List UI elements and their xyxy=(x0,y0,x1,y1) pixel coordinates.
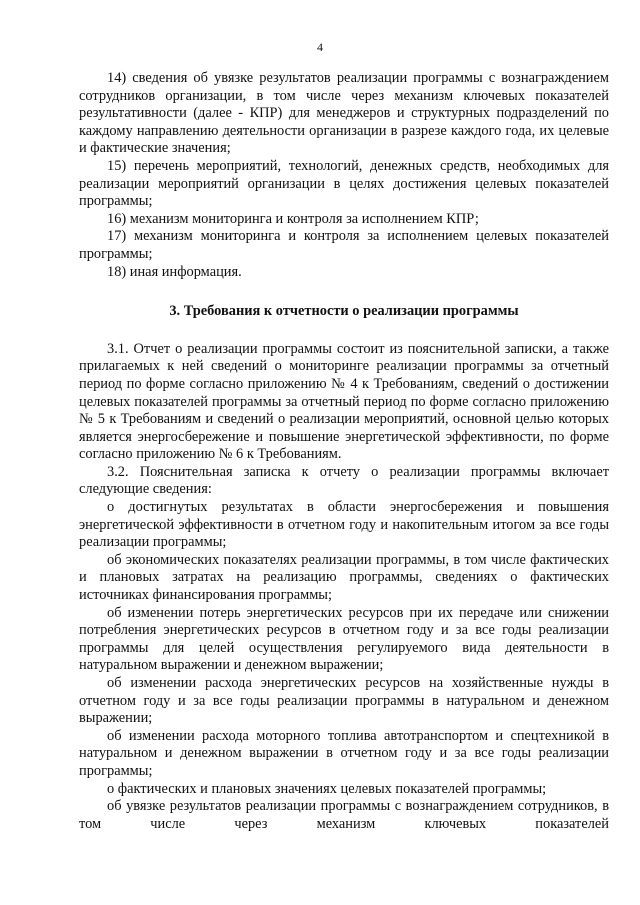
list-item-18: 18) иная информация. xyxy=(107,263,242,280)
clause-remuneration-link: об увязке результатов реализации программы с вознаграждением сотрудников, в том числе через механизм ключевых показателей xyxy=(79,798,609,832)
list-item-16: 16) механизм мониторинга и контроля за исполнением КПР; xyxy=(107,210,479,227)
clause-energy-losses: об изменении потерь энергетических ресурсов при их передаче или снижении потребления энергетических ресурсов в отчетном году и за все годы реализации программы для целей осуществления регулируемого вида деятельности в натуральном выражении и денежном выражении; xyxy=(79,604,609,674)
list-item-14: 14) сведения об увязке результатов реализации программы с вознаграждением сотрудников организации, в том числе через механизм ключевых показателей результативности (далее - КПР) для менеджеров и структурных подразделений по каждому направлению деятельности организации в разрезе каждого года, их целевые и фактические значения; xyxy=(79,70,609,157)
paragraph-3-2: 3.2. Пояснительная записка к отчету о реализации программы включает следующие сведения: xyxy=(79,463,609,498)
clause-achieved-results: о достигнутых результатах в области энергосбережения и повышения энергетической эффективности в отчетном году и накопительным итогом за все годы реализации программы; xyxy=(79,499,609,551)
document-body xyxy=(79,70,609,833)
paragraph-3-1: 3.1. Отчет о реализации программы состоит из пояснительной записки, а также прилагаемых к ней сведений о мониторинге реализации программы за отчетный период по форме согласно приложению № 4 к Требованиям, сведений о достижении целевых показателей программы за отчетный период по форме согласно приложению № 5 к Требованиям и сведений о реализации мероприятий, основной целью которых является энергосбережение и повышение энергетической эффективности, по форме согласно приложению № 6 к Требованиям. xyxy=(79,340,609,463)
section-heading: 3. Требования к отчетности о реализации программы xyxy=(169,303,519,320)
clause-household-consumption: об изменении расхода энергетических ресурсов на хозяйственные нужды в отчетном году и за все годы реализации программы в натуральном и денежном выражении; xyxy=(79,675,609,727)
page-number: 4 xyxy=(317,40,323,54)
clause-economic-indicators: об экономических показателях реализации программы, в том числе фактических и плановых затратах на реализацию программы, сведениях о фактических источниках финансирования программы; xyxy=(79,551,609,604)
clause-motor-fuel: об изменении расхода моторного топлива автотранспортом и спецтехникой в натуральном и денежном выражении в отчетном году и за все годы реализации программы; xyxy=(79,727,609,779)
list-item-15: 15) перечень мероприятий, технологий, денежных средств, необходимых для реализации мероприятий организации в целях достижения целевых показателей программы; xyxy=(79,157,609,210)
list-item-17: 17) механизм мониторинга и контроля за исполнением целевых показателей программы; xyxy=(79,228,609,262)
clause-target-values: о фактических и плановых значениях целевых показателей программы; xyxy=(107,780,547,797)
